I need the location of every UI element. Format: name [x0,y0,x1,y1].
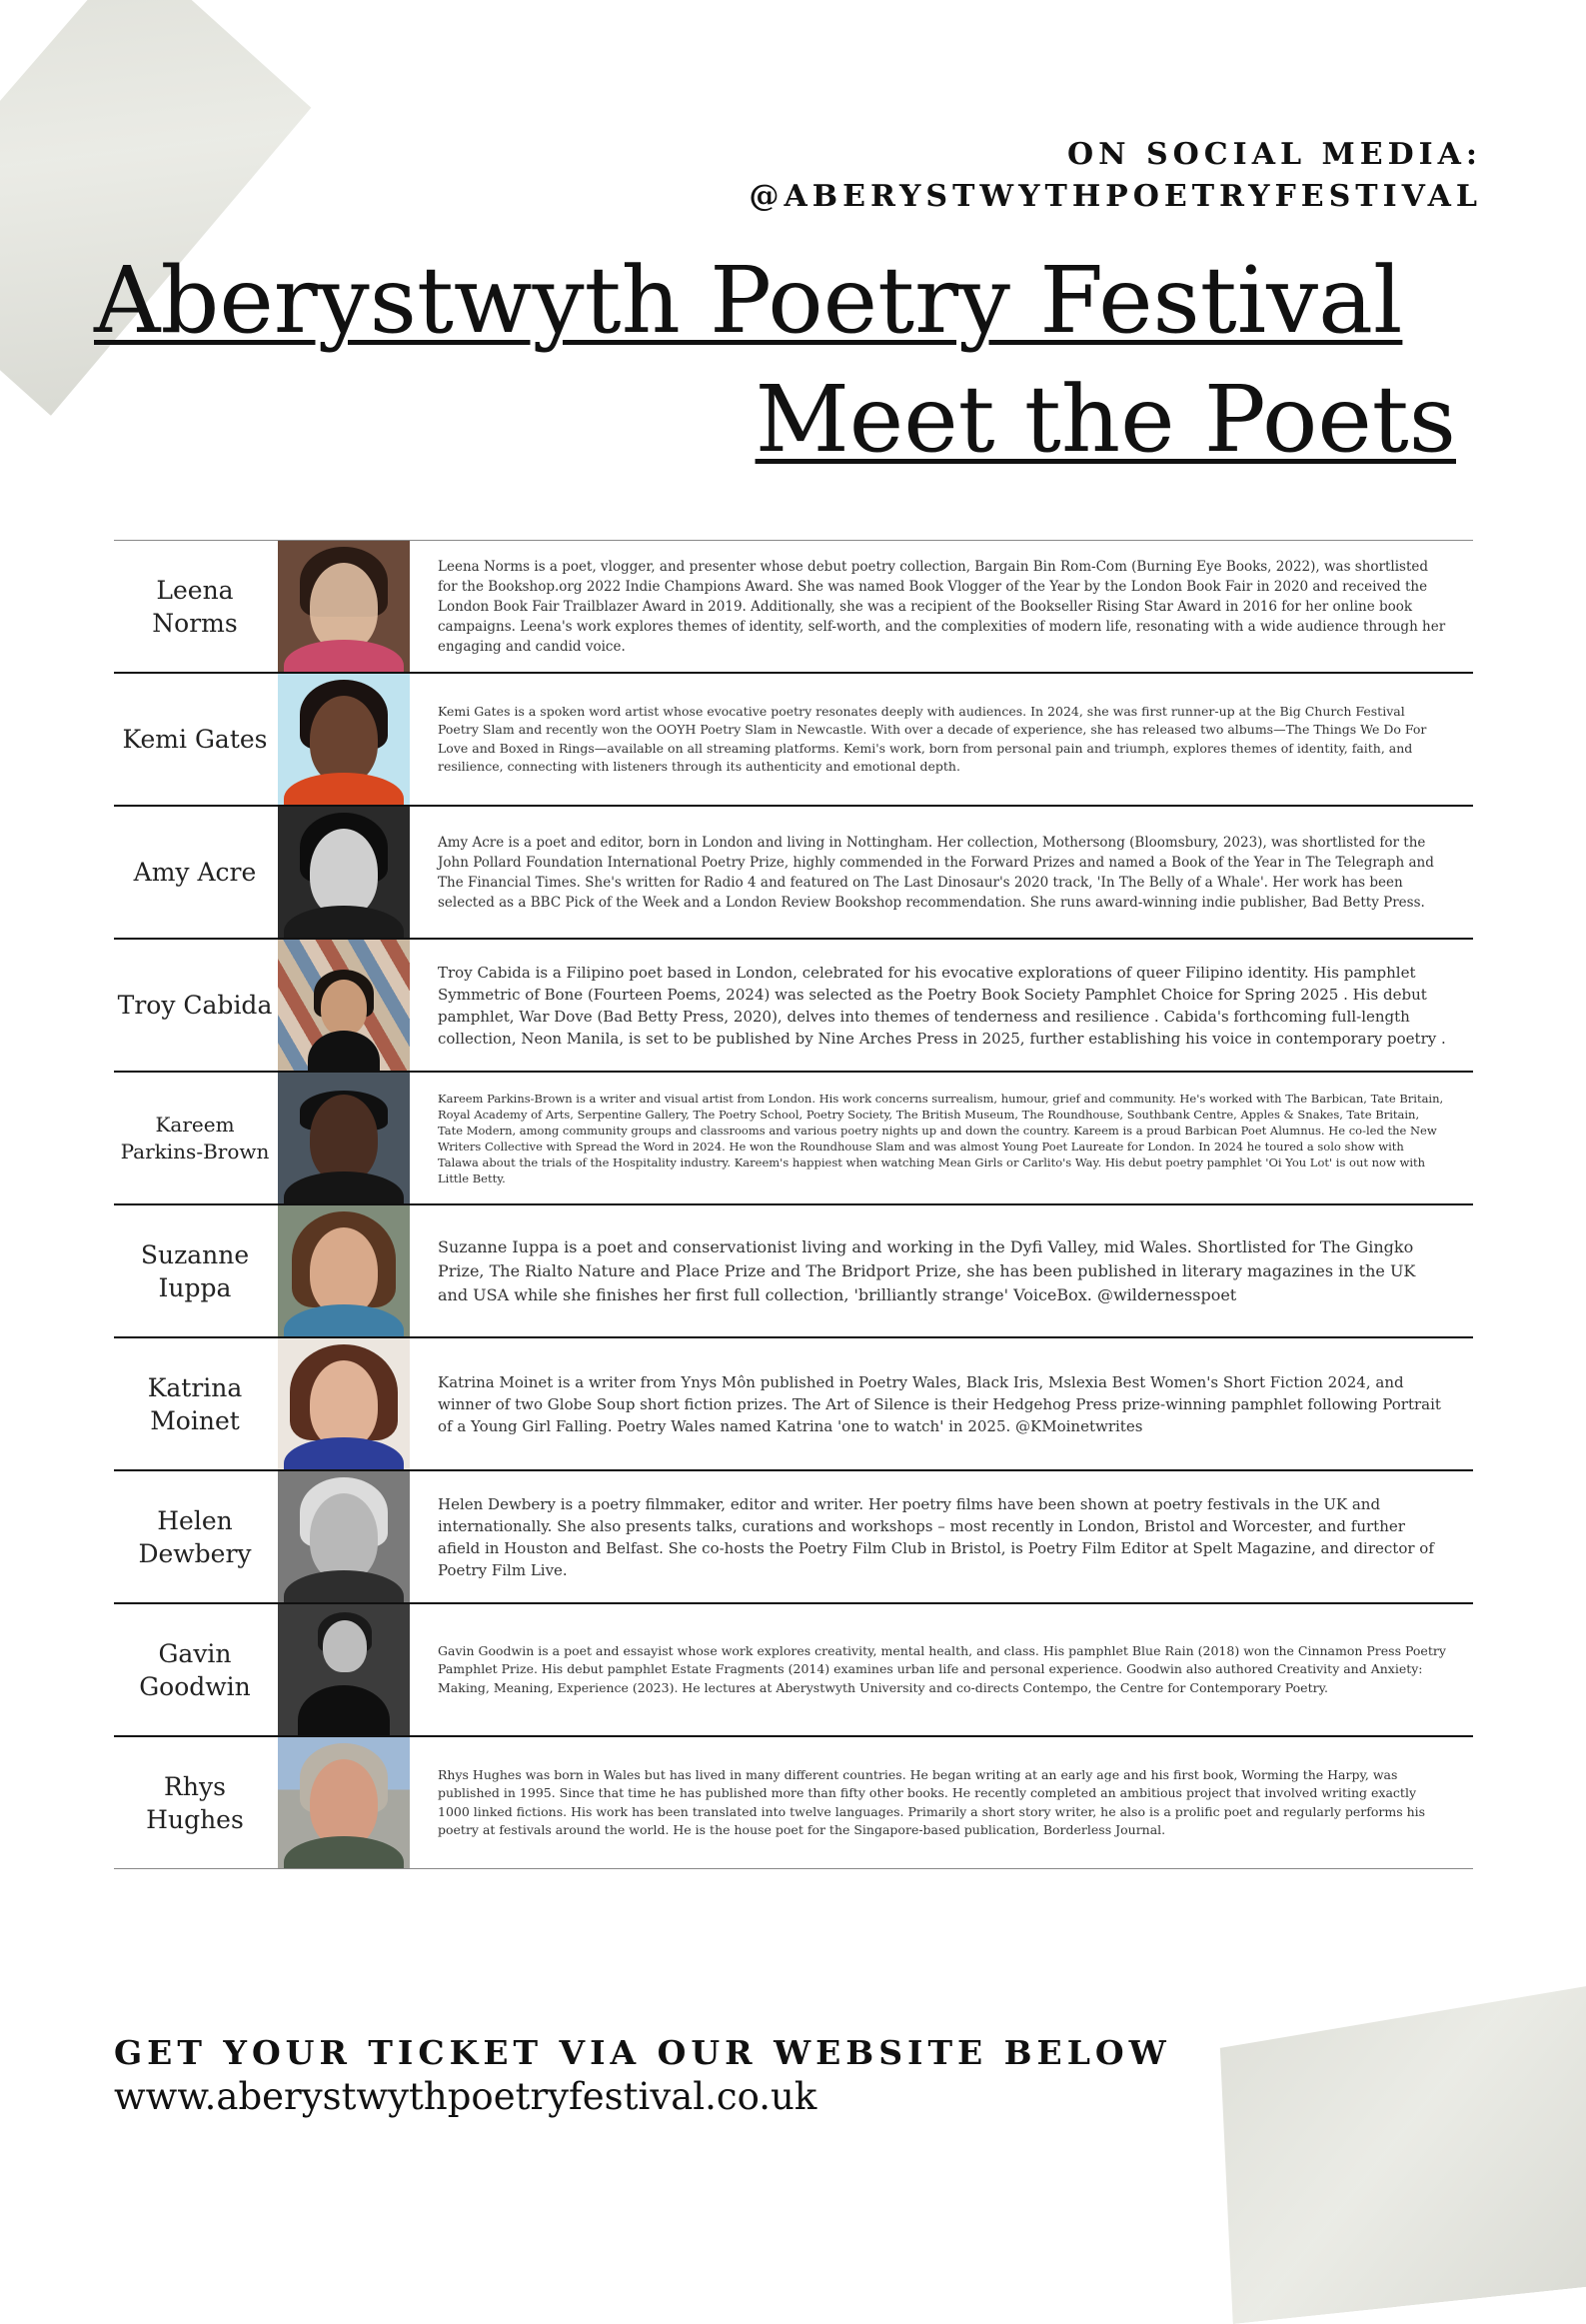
poet-row-kareem-parkins-brown [114,1073,1473,1205]
ticket-heading: GET YOUR TICKET VIA OUR WEBSITE BELOW [114,2033,1171,2072]
poet-photo [278,1338,410,1469]
page-subtitle: Meet the Poets [755,366,1456,473]
poet-bio: Amy Acre is a poet and editor, born in London and living in Nottingham. Her collection, Mothersong (Bloomsbury, 2023), was shortlisted for the John Pollard Foundation International Poetry Prize, highly commended in the Forward Prizes and named a Book of the Year in The Telegraph and The Financial Times. She's written for Radio 4 and featured on The Last Dinosaur's 2020 track, 'In The Belly of a Whale'. Her work has been selected as a BBC Pick of the Week and a London Review Bookshop recommendation. She runs award-winning indie publisher, Bad Betty Press. [438,834,1434,911]
festival-title: Aberystwyth Poetry Festival [94,247,1403,354]
poet-row-leena-norms [114,541,1473,674]
poet-bio: Helen Dewbery is a poetry filmmaker, editor and writer. Her poetry films have been shown at poetry festivals in the UK and internationally. She also presents talks, curations and workshops – most recently in London, Bristol and Worcester, and further afield in Houston and Belfast. She co-hosts the Poetry Film Club in Bristol, is Poetry Film Editor at Spelt Magazine, and director of Poetry Film Live. [438,1494,1434,1579]
website-link[interactable]: www.aberystwythpoetryfestival.co.uk [114,2075,817,2118]
social-media-handle [749,134,1482,218]
poet-bio: Troy Cabida is a Filipino poet based in London, celebrated for his evocative explorations of queer Filipino identity. His pamphlet Symmetric of Bone (Fourteen Poems, 2024) was selected as the Poetry Book Society Pamphlet Choice for Spring 2025 . His debut pamphlet, War Dove (Bad Betty Press, 2020), delves into themes of tenderness and resilience . Cabida's forthcoming full-length collection, Neon Manila, is set to be published by Nine Arches Press in 2025, further establishing his voice in contemporary poetry . [438,963,1446,1048]
poet-photo [278,1737,410,1868]
poet-photo [278,807,410,938]
poet-photo [278,674,410,805]
poet-bio: Suzanne Iuppa is a poet and conservationist living and working in the Dyfi Valley, mid Wales. Shortlisted for The Gingko Prize, The Rialto Nature and Place Prize and The Bridport Prize, she has been published in literary magazines in the UK and USA while she finishes her first full collection, 'brilliantly strange' VoiceBox. @wildernesspoet [438,1236,1416,1304]
poet-row-amy-acre [114,807,1473,940]
poet-photo [278,1073,410,1203]
poet-photo [278,541,410,672]
decorative-tape-top [0,0,322,426]
poet-row-rhys-hughes [114,1737,1473,1869]
poet-row-troy-cabida [114,940,1473,1073]
poets-table [114,540,1473,1869]
poet-row-suzanne-iuppa [114,1205,1473,1338]
poet-name: Kareem Parkins-Brown [114,1073,278,1203]
decorative-tape-bottom [1201,1984,1586,2324]
poet-photo [278,1604,410,1735]
poet-photo [278,1205,410,1336]
poet-row-kemi-gates [114,674,1473,807]
poet-bio: Kareem Parkins-Brown is a writer and visual artist from London. His work concerns surrealism, humour, grief and community. He's worked with The Barbican, Tate Britain, Royal Academy of Arts, Serpentine Gallery, The Poetry School, Poetry Society, The British Museum, The Roundhouse, Southbank Centre, Apples & Snakes, Tate Britain, Tate Modern, among community groups and classrooms and various poetry nights up and down the country. Kareem is a proud Barbican Poet Alumnus. He co-led the New Writers Collective with Spread the Word in 2024. He won the Roundhouse Slam and was almost Young Poet Laureate for London. In 2024 he toured a solo show with Talawa about the trials of the Hospitality industry. Kareem's happiest when watching Mean Girls or Carlito's Way. His debut poetry pamphlet 'Oi You Lot' is out now with Little Betty. [438,1091,1444,1185]
poet-photo [278,940,410,1071]
poet-name: Kemi Gates [114,674,278,805]
social-label: ON SOCIAL MEDIA: [1067,137,1482,172]
poet-name: Katrina Moinet [114,1338,278,1469]
poet-row-gavin-goodwin [114,1604,1473,1737]
social-handle[interactable]: @ABERYSTWYTHPOETRYFESTIVAL [749,179,1482,214]
poet-name: Amy Acre [114,807,278,938]
poet-name: Troy Cabida [114,940,278,1071]
poet-name: Gavin Goodwin [114,1604,278,1735]
poet-bio: Leena Norms is a poet, vlogger, and presenter whose debut poetry collection, Bargain Bin Rom-Com (Burning Eye Books, 2022), was shortlisted for the Bookshop.org 2022 Indie Champions Award. She was named Book Vlogger of the Year by the London Book Fair in 2020 and received the London Book Fair Trailblazer Award in 2019. Additionally, she was a recipient of the Bookseller Rising Star Award in 2016 for her online book campaigns. Leena's work explores themes of identity, self-worth, and the complexities of modern life, resonating with a wide audience through her engaging and candid voice. [438,558,1446,655]
poet-name: Helen Dewbery [114,1471,278,1602]
poet-name: Leena Norms [114,541,278,672]
poet-row-helen-dewbery [114,1471,1473,1604]
poet-name: Suzanne Iuppa [114,1205,278,1336]
poet-row-katrina-moinet [114,1338,1473,1471]
poet-bio: Katrina Moinet is a writer from Ynys Môn published in Poetry Wales, Black Iris, Mslexia Best Women's Short Fiction 2024, and winner of two Globe Soup short fiction prizes. The Art of Silence is their Hedgehog Press prize-winning pamphlet following Portrait of a Young Girl Falling. Poetry Wales named Katrina 'one to watch' in 2025. @KMoinetwrites [438,1372,1441,1435]
poet-bio: Rhys Hughes was born in Wales but has lived in many different countries. He began writing at an early age and his first book, Worming the Harpy, was published in 1995. Since that time he has published more than fifty other books. He recently completed an ambitious project that involved writing exactly 1000 linked fictions. His work has been translated into twelve languages. Primarily a short story writer, he also is a prolific poet and regularly performs his poetry at festivals around the world. He is the house poet for the Singapore-based publication, Borderless Journal. [438,1766,1426,1837]
poet-bio: Kemi Gates is a spoken word artist whose evocative poetry resonates deeply with audiences. In 2024, she was first runner-up at the Big Church Festival Poetry Slam and recently won the OOYH Poetry Slam in Newcastle. With over a decade of experience, she has released two albums—The Things We Do For Love and Boxed in Rings—available on all streaming platforms. Kemi's work, born from personal pain and triumph, explores themes of identity, faith, and resilience, connecting with listeners through its authenticity and emotional depth. [438,703,1427,774]
poet-name: Rhys Hughes [114,1737,278,1868]
poet-bio: Gavin Goodwin is a poet and essayist whose work explores creativity, mental health, and class. His pamphlet Blue Rain (2018) won the Cinnamon Press Poetry Pamphlet Prize. His debut pamphlet Estate Fragments (2014) examines urban life and personal experience. Goodwin also authored Creativity and Anxiety: Making, Meaning, Experience (2023). He lectures at Aberystwyth University and co-directs Contempo, the Centre for Contemporary Poetry. [438,1642,1446,1695]
poet-photo [278,1471,410,1602]
